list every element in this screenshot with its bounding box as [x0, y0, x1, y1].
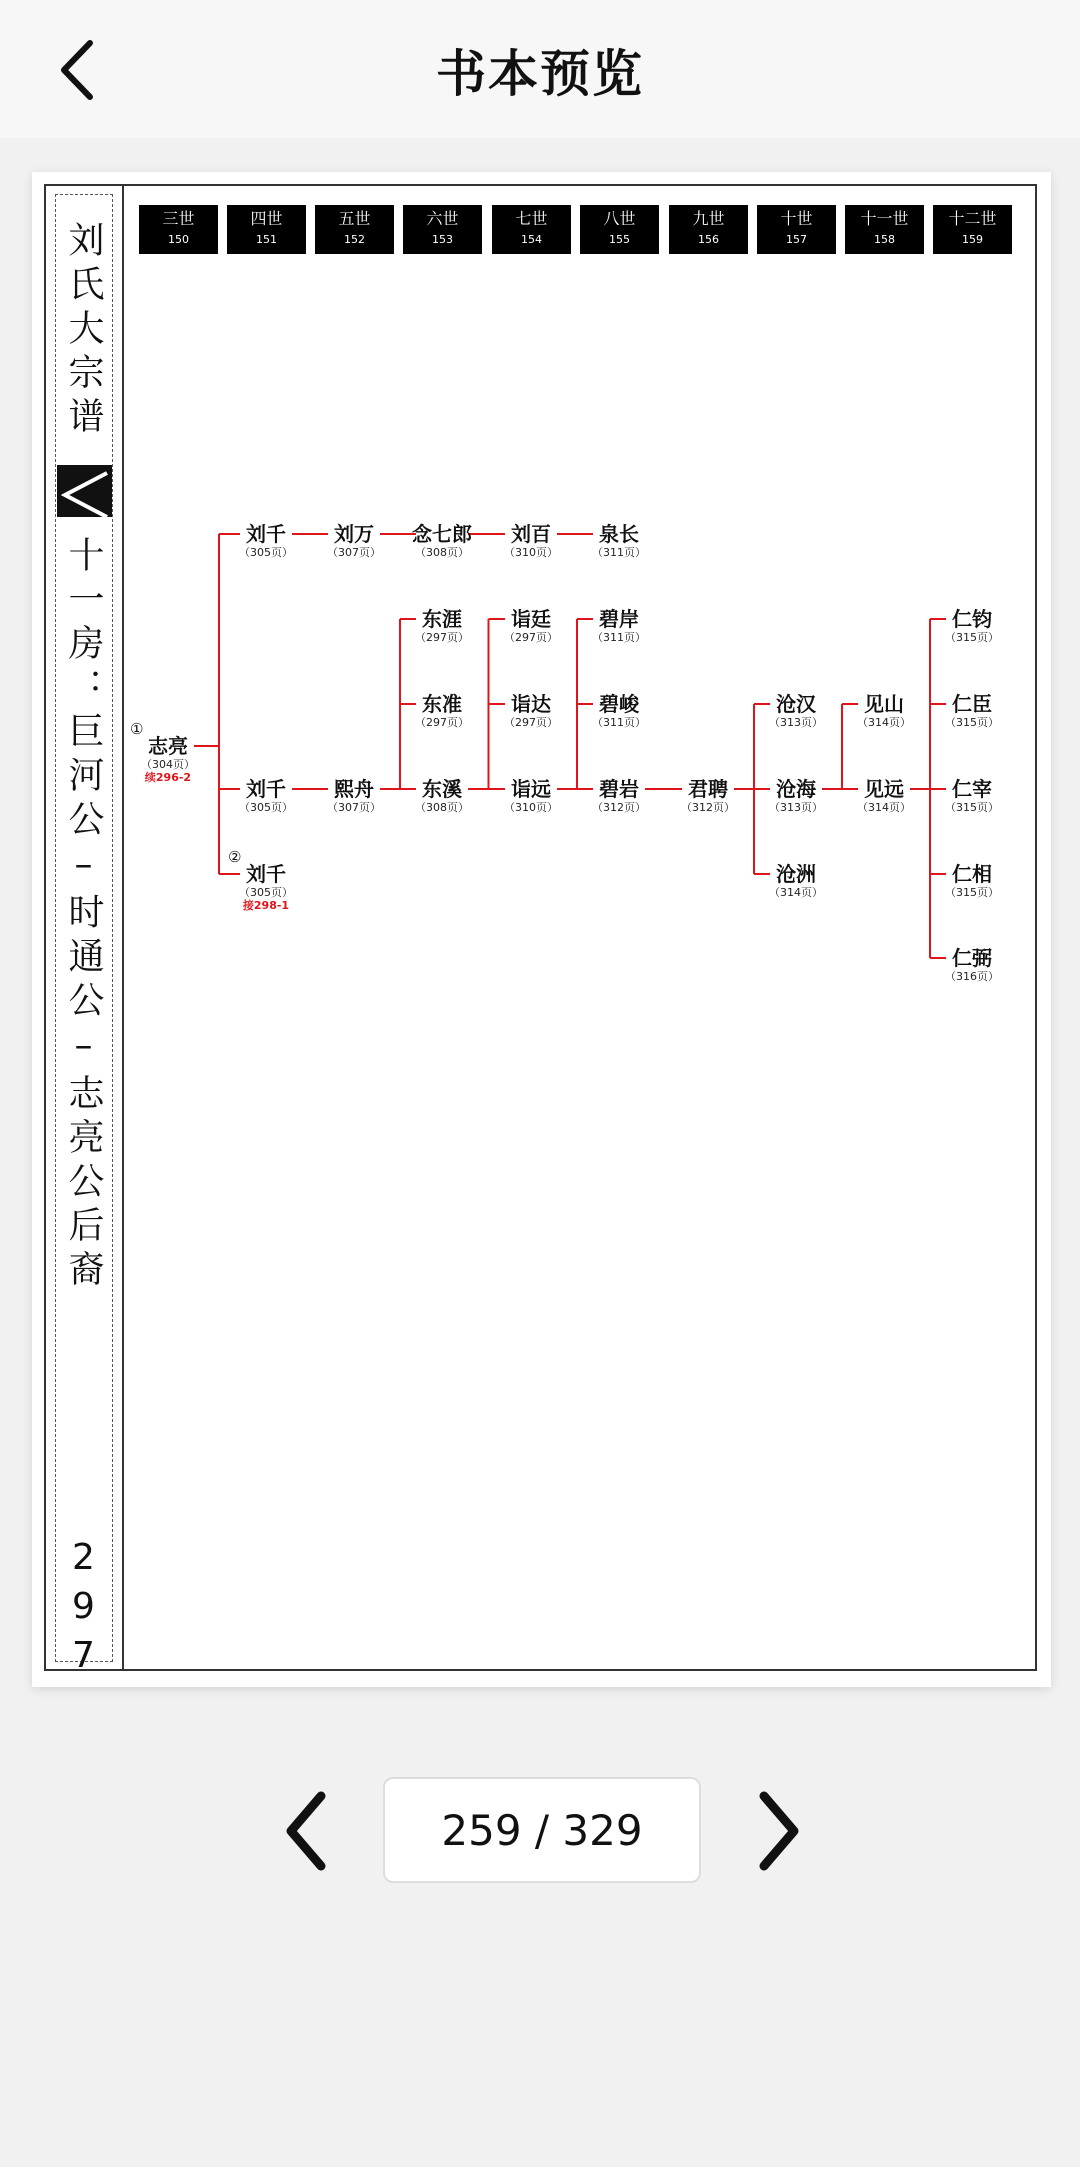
person-page-ref: （312页）	[681, 801, 735, 814]
person-page-ref: （297页）	[504, 631, 558, 644]
generation-header	[403, 205, 482, 254]
person-page-ref: （308页）	[415, 546, 469, 559]
person-name: 沧海	[776, 777, 816, 801]
person-name: 仁弼	[952, 946, 992, 970]
total-pages: 329	[562, 1805, 643, 1855]
person-name: 刘千	[246, 777, 286, 801]
person-page-ref: （311页）	[592, 546, 646, 559]
spine-title: 刘氏大宗谱	[63, 221, 104, 441]
person-page-ref: （307页）	[327, 801, 381, 814]
book-spine	[46, 186, 124, 1684]
person-liuqian3[interactable]	[226, 848, 306, 912]
person-page-ref: （310页）	[504, 546, 558, 559]
person-yiyuan[interactable]	[491, 777, 571, 814]
person-name: 仁臣	[952, 692, 992, 716]
top-bar	[0, 0, 1080, 138]
person-bijun[interactable]	[579, 692, 659, 729]
person-name: 志亮	[148, 734, 188, 758]
generation-page: 155	[609, 233, 630, 246]
person-jianshan[interactable]	[844, 692, 924, 729]
spine-page-number: 297	[63, 1536, 104, 1684]
person-page-ref: （315页）	[945, 886, 999, 899]
person-quanchang[interactable]	[579, 522, 659, 559]
generation-name: 十一世	[860, 209, 909, 228]
person-page-ref: （316页）	[945, 970, 999, 983]
person-liuqian1[interactable]	[226, 522, 306, 559]
person-name: 念七郎	[412, 522, 472, 546]
person-zhiliang[interactable]	[128, 720, 208, 784]
generation-header	[669, 205, 748, 254]
person-page-ref: （310页）	[504, 801, 558, 814]
person-cangzhou[interactable]	[756, 862, 836, 899]
generation-name: 三世	[162, 209, 195, 228]
person-renbi[interactable]	[932, 946, 1012, 983]
person-name: 见山	[864, 692, 904, 716]
person-page-ref: （313页）	[769, 801, 823, 814]
person-biyan[interactable]	[579, 777, 659, 814]
generation-page: 154	[521, 233, 542, 246]
person-name: 刘万	[334, 522, 374, 546]
person-page-ref: （304页）	[141, 758, 195, 771]
person-liuqian2[interactable]	[226, 777, 306, 814]
generation-header	[757, 205, 836, 254]
person-name: 沧洲	[776, 862, 816, 886]
page-indicator[interactable]	[383, 1777, 701, 1883]
person-renxiang[interactable]	[932, 862, 1012, 899]
generation-page: 158	[874, 233, 895, 246]
chevron-left-icon	[283, 1791, 327, 1871]
generation-name: 四世	[250, 209, 283, 228]
person-name: 碧岩	[599, 777, 639, 801]
person-page-ref: （315页）	[945, 801, 999, 814]
generation-page: 153	[432, 233, 453, 246]
branch-marker: ①	[130, 720, 144, 738]
person-name: 碧岸	[599, 607, 639, 631]
person-page-ref: （305页）	[239, 546, 293, 559]
person-name: 诣远	[511, 777, 551, 801]
person-dongxi[interactable]	[402, 777, 482, 814]
family-tree-chart	[124, 186, 1035, 1669]
generation-name: 七世	[515, 209, 548, 228]
person-page-ref: （315页）	[945, 716, 999, 729]
generation-name: 九世	[692, 209, 725, 228]
person-page-ref: （297页）	[504, 716, 558, 729]
person-page-ref: （315页）	[945, 631, 999, 644]
person-liubai[interactable]	[491, 522, 571, 559]
person-junpin[interactable]	[668, 777, 748, 814]
person-jianyuan[interactable]	[844, 777, 924, 814]
generation-name: 六世	[426, 209, 459, 228]
person-liuwan[interactable]	[314, 522, 394, 559]
person-page-ref: （314页）	[769, 886, 823, 899]
person-yiting[interactable]	[491, 607, 571, 644]
person-name: 见远	[864, 777, 904, 801]
person-page-ref: （307页）	[327, 546, 381, 559]
person-page-ref: （305页）	[239, 801, 293, 814]
person-canghai[interactable]	[756, 777, 836, 814]
person-page-ref: （308页）	[415, 801, 469, 814]
person-name: 诣廷	[511, 607, 551, 631]
current-page: 259	[441, 1805, 522, 1855]
generation-name: 十世	[780, 209, 813, 228]
person-page-ref: （311页）	[592, 716, 646, 729]
generation-header	[315, 205, 394, 254]
generation-header	[933, 205, 1012, 254]
person-yida[interactable]	[491, 692, 571, 729]
person-name: 碧峻	[599, 692, 639, 716]
person-name: 仁钧	[952, 607, 992, 631]
person-name: 东溪	[422, 777, 462, 801]
page-title: 书本预览	[436, 45, 644, 103]
person-page-ref: （297页）	[415, 631, 469, 644]
branch-marker: ②	[228, 848, 242, 866]
book-page	[32, 172, 1051, 1687]
person-page-ref: （311页）	[592, 631, 646, 644]
person-name: 刘百	[511, 522, 551, 546]
generation-header	[580, 205, 659, 254]
generation-header	[139, 205, 218, 254]
person-page-ref: （312页）	[592, 801, 646, 814]
continuation-note: 接298-1	[242, 899, 290, 912]
person-name: 刘千	[246, 522, 286, 546]
person-renjun[interactable]	[932, 607, 1012, 644]
generation-page: 159	[962, 233, 983, 246]
person-name: 熙舟	[334, 777, 374, 801]
person-page-ref: （313页）	[769, 716, 823, 729]
prev-page-button[interactable]	[265, 1776, 345, 1886]
person-name: 刘千	[246, 862, 286, 886]
person-name: 诣达	[511, 692, 551, 716]
generation-name: 八世	[603, 209, 636, 228]
person-dongya[interactable]	[402, 607, 482, 644]
next-page-button[interactable]	[740, 1776, 820, 1886]
person-page-ref: （314页）	[857, 716, 911, 729]
person-name: 泉长	[599, 522, 639, 546]
person-name: 仁宰	[952, 777, 992, 801]
person-renzai[interactable]	[932, 777, 1012, 814]
person-name: 沧汉	[776, 692, 816, 716]
generation-name: 五世	[338, 209, 371, 228]
person-page-ref: （314页）	[857, 801, 911, 814]
chevron-right-icon	[758, 1791, 802, 1871]
person-name: 东准	[422, 692, 462, 716]
generation-page: 151	[256, 233, 277, 246]
person-page-ref: （297页）	[415, 716, 469, 729]
person-page-ref: （305页）	[239, 886, 293, 899]
generation-header	[492, 205, 571, 254]
fishtail-icon	[57, 465, 112, 517]
generation-name: 十二世	[948, 209, 997, 228]
page-frame	[44, 184, 1037, 1684]
generation-page: 150	[168, 233, 189, 246]
person-renchen[interactable]	[932, 692, 1012, 729]
person-xizhou[interactable]	[314, 777, 394, 814]
tree-connector-lines	[124, 186, 1037, 1669]
pagination	[0, 1776, 1080, 1886]
generation-header	[227, 205, 306, 254]
generation-page: 152	[344, 233, 365, 246]
person-name: 仁相	[952, 862, 992, 886]
continuation-note: 续296-2	[144, 771, 192, 784]
generation-page: 156	[698, 233, 719, 246]
generation-page: 157	[786, 233, 807, 246]
person-dongzhun[interactable]	[402, 692, 482, 729]
person-name: 君聘	[688, 777, 728, 801]
person-name: 东涯	[422, 607, 462, 631]
generation-header	[845, 205, 924, 254]
page-separator: /	[521, 1805, 563, 1855]
spine-fishtail-mark	[57, 465, 112, 517]
person-bian[interactable]	[579, 607, 659, 644]
person-nianqilang[interactable]	[402, 522, 482, 559]
person-canghan[interactable]	[756, 692, 836, 729]
spine-subtitle: 十一房：巨河公–时通公–志亮公后裔	[63, 536, 104, 1294]
